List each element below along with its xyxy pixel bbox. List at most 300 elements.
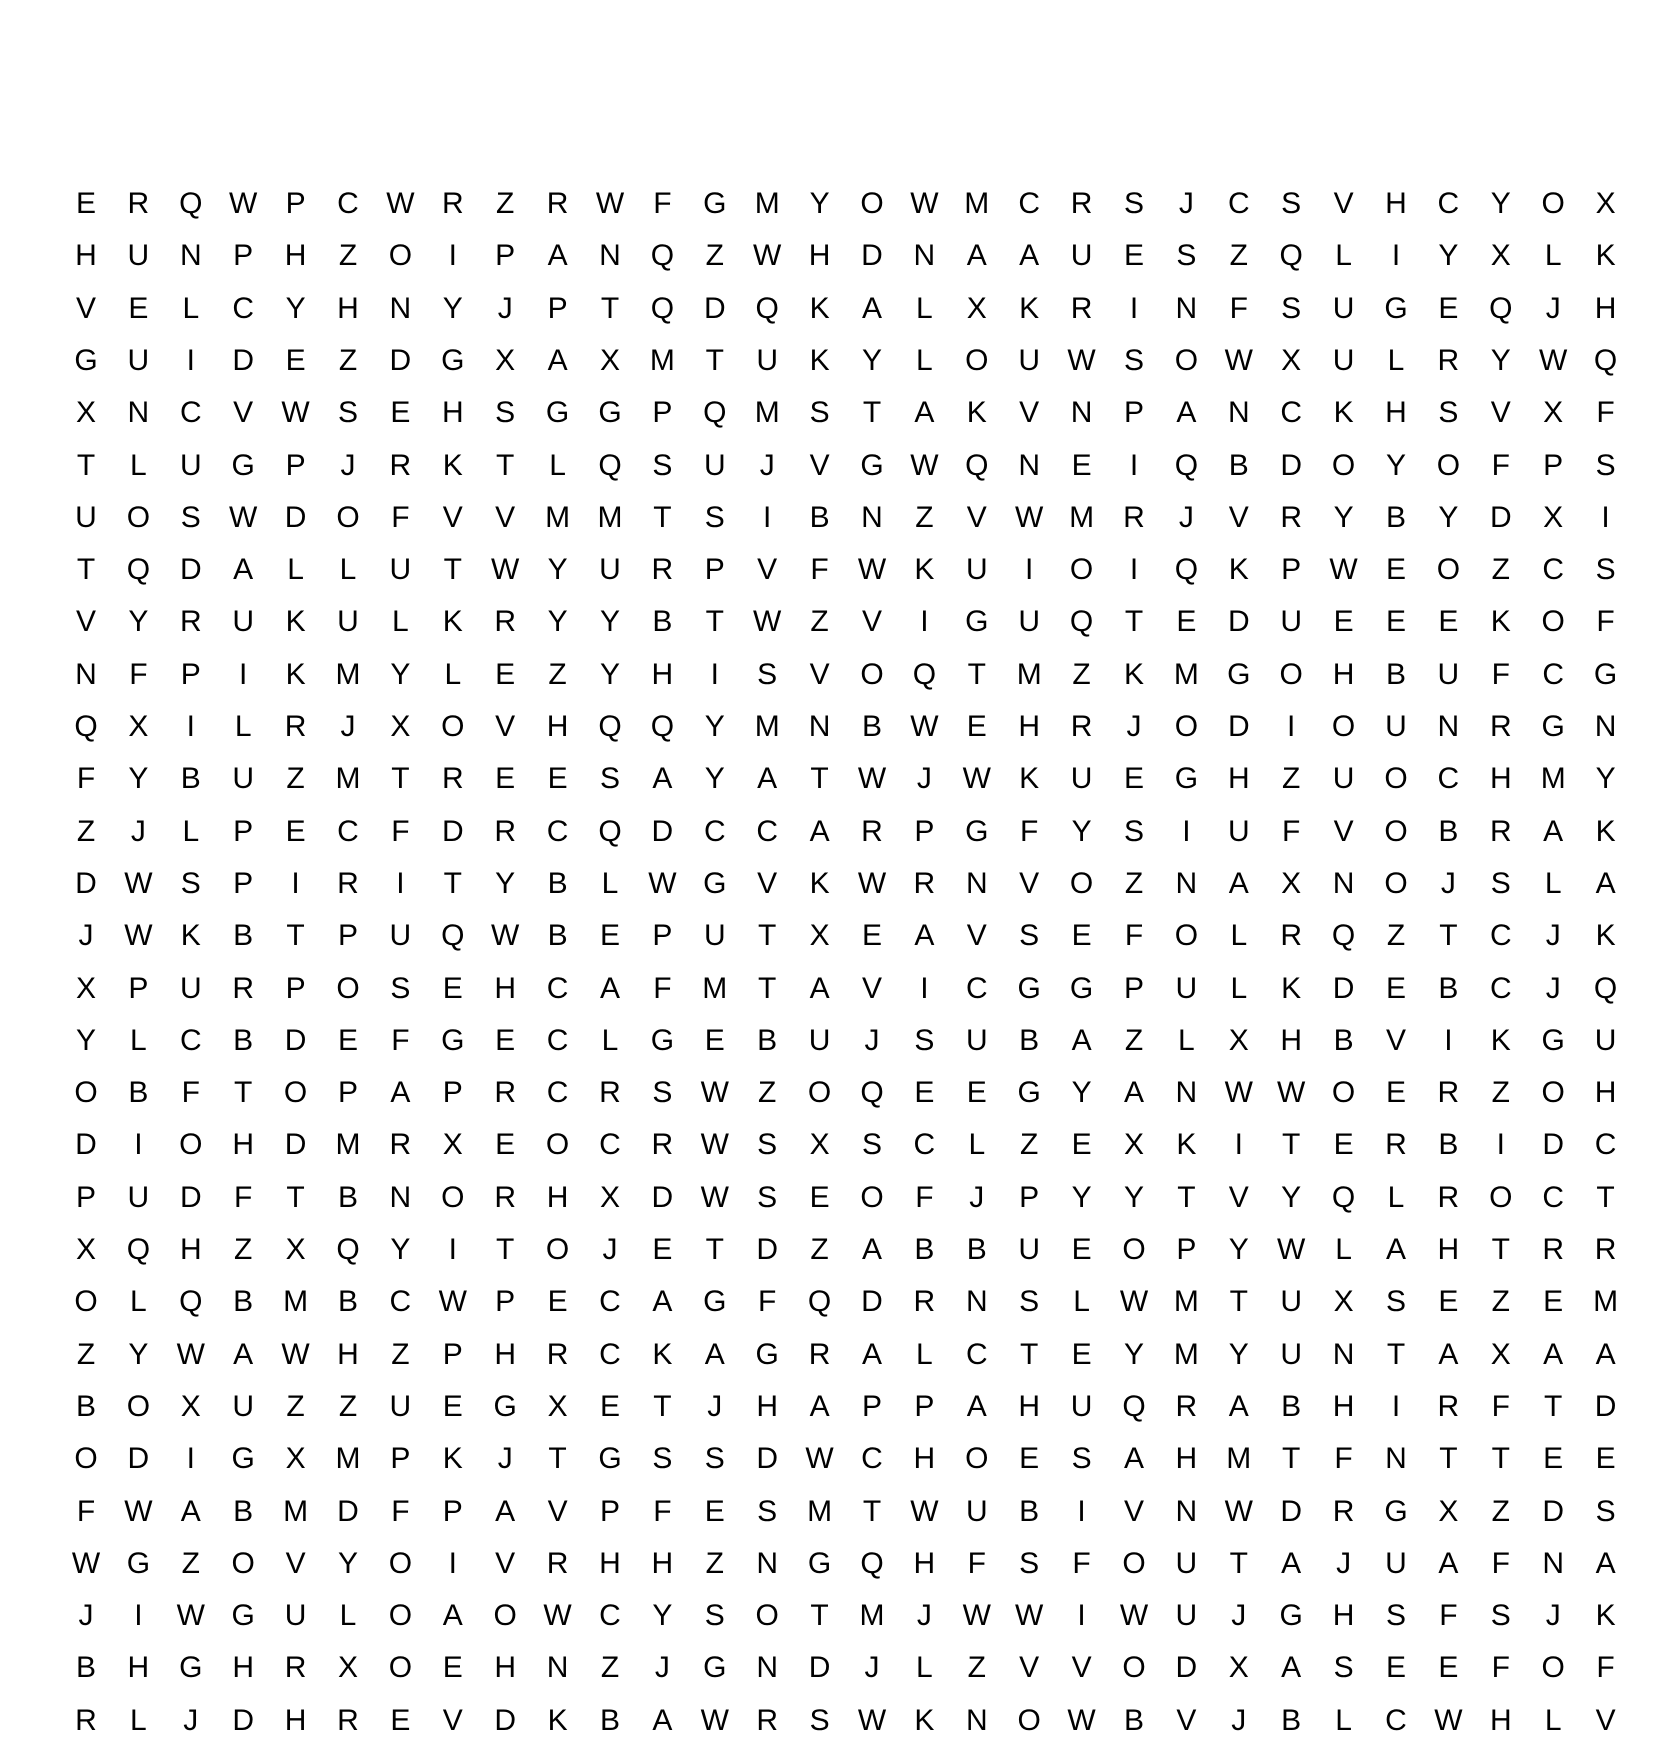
grid-letter[interactable]: X [599, 1180, 620, 1214]
grid-letter[interactable]: S [757, 1494, 778, 1528]
grid-letter[interactable]: T [862, 1494, 882, 1528]
grid-letter[interactable]: J [864, 1651, 880, 1685]
grid-letter[interactable]: T [548, 1442, 567, 1476]
grid-letter[interactable]: G [1279, 1599, 1303, 1633]
grid-letter[interactable]: J [340, 448, 356, 482]
grid-letter[interactable]: H [284, 239, 307, 273]
grid-letter[interactable]: A [1385, 1233, 1406, 1266]
grid-letter[interactable]: C [179, 1023, 202, 1057]
grid-letter[interactable]: E [547, 1285, 568, 1319]
grid-letter[interactable]: N [546, 1651, 569, 1685]
grid-letter[interactable]: W [595, 187, 625, 220]
grid-letter[interactable]: X [1543, 500, 1564, 534]
grid-letter[interactable]: R [1437, 1389, 1460, 1423]
grid-letter[interactable]: Z [1491, 1494, 1510, 1528]
grid-letter[interactable]: G [1384, 1494, 1408, 1528]
grid-letter[interactable]: F [76, 762, 96, 796]
grid-letter[interactable]: W [491, 919, 520, 953]
grid-letter[interactable]: Y [1123, 1337, 1144, 1371]
grid-letter[interactable]: W [281, 396, 310, 430]
grid-letter[interactable]: B [1385, 500, 1406, 534]
grid-letter[interactable]: O [1174, 343, 1199, 377]
grid-letter[interactable]: T [443, 553, 462, 587]
grid-letter[interactable]: G [179, 1651, 203, 1685]
grid-letter[interactable]: T [705, 1233, 724, 1266]
grid-letter[interactable]: F [391, 500, 410, 534]
grid-letter[interactable]: K [547, 1703, 568, 1737]
grid-letter[interactable]: F [181, 1076, 200, 1110]
grid-letter[interactable]: E [1543, 1285, 1564, 1319]
grid-letter[interactable]: M [807, 1494, 833, 1528]
grid-letter[interactable]: Z [496, 187, 515, 220]
grid-letter[interactable]: I [1496, 1128, 1505, 1162]
grid-letter[interactable]: M [335, 762, 361, 796]
grid-letter[interactable]: B [233, 1494, 254, 1528]
grid-letter[interactable]: O [336, 971, 360, 1005]
grid-letter[interactable]: E [861, 919, 882, 953]
grid-letter[interactable]: E [966, 1076, 987, 1110]
grid-letter[interactable]: H [1594, 1076, 1617, 1110]
grid-letter[interactable]: I [1234, 1128, 1243, 1162]
grid-letter[interactable]: D [756, 1233, 779, 1266]
grid-letter[interactable]: F [1229, 291, 1248, 325]
grid-letter[interactable]: O [1384, 762, 1408, 796]
grid-letter[interactable]: H [179, 1233, 202, 1266]
grid-letter[interactable]: E [1385, 605, 1406, 639]
grid-letter[interactable]: F [758, 1285, 777, 1319]
grid-letter[interactable]: I [448, 1546, 457, 1580]
grid-letter[interactable]: L [130, 1285, 147, 1319]
grid-letter[interactable]: B [1019, 1023, 1040, 1057]
grid-letter[interactable]: G [74, 343, 98, 377]
grid-letter[interactable]: R [1070, 291, 1093, 325]
grid-letter[interactable]: F [1334, 1442, 1353, 1476]
grid-letter[interactable]: X [285, 1442, 306, 1476]
grid-letter[interactable]: U [127, 343, 150, 377]
grid-letter[interactable]: S [599, 762, 620, 796]
grid-letter[interactable]: M [545, 500, 571, 534]
grid-letter[interactable]: K [1490, 1023, 1511, 1057]
grid-letter[interactable]: G [807, 1546, 832, 1580]
grid-letter[interactable]: L [1335, 1703, 1352, 1737]
grid-letter[interactable]: S [757, 657, 778, 691]
grid-letter[interactable]: A [1438, 1337, 1459, 1371]
grid-letter[interactable]: Z [967, 1651, 986, 1685]
grid-letter[interactable]: F [1596, 1651, 1615, 1685]
grid-letter[interactable]: G [703, 187, 727, 220]
grid-letter[interactable]: G [231, 1599, 255, 1633]
grid-letter[interactable]: E [599, 1389, 620, 1423]
grid-letter[interactable]: C [1385, 1703, 1407, 1737]
grid-letter[interactable]: U [1018, 605, 1041, 639]
grid-letter[interactable]: C [965, 1337, 988, 1371]
grid-letter[interactable]: U [389, 919, 412, 953]
grid-letter[interactable]: K [1595, 239, 1616, 273]
grid-letter[interactable]: T [758, 919, 777, 953]
grid-letter[interactable]: R [1332, 1494, 1355, 1528]
grid-letter[interactable]: O [388, 1651, 413, 1685]
grid-letter[interactable]: P [1019, 1180, 1040, 1214]
grid-letter[interactable]: H [337, 1337, 359, 1371]
grid-letter[interactable]: J [497, 291, 513, 325]
grid-letter[interactable]: E [966, 710, 987, 743]
grid-letter[interactable]: D [232, 343, 255, 377]
grid-letter[interactable]: W [229, 187, 258, 220]
grid-letter[interactable]: T [1229, 1546, 1248, 1580]
grid-letter[interactable]: Q [1331, 919, 1356, 953]
grid-letter[interactable]: S [1595, 1494, 1616, 1528]
grid-letter[interactable]: X [285, 1233, 306, 1266]
grid-letter[interactable]: B [1281, 1703, 1302, 1737]
grid-letter[interactable]: Z [810, 605, 829, 639]
grid-letter[interactable]: O [1122, 1546, 1146, 1580]
grid-letter[interactable]: Y [704, 710, 725, 743]
grid-letter[interactable]: G [1017, 971, 1041, 1005]
grid-letter[interactable]: Y [1071, 1180, 1092, 1214]
grid-letter[interactable]: W [753, 239, 782, 273]
grid-letter[interactable]: Q [74, 710, 98, 743]
grid-letter[interactable]: F [1491, 1651, 1510, 1685]
grid-letter[interactable]: L [1335, 239, 1352, 273]
grid-letter[interactable]: V [75, 605, 96, 639]
grid-letter[interactable]: Y [547, 605, 568, 639]
grid-letter[interactable]: Y [704, 762, 725, 796]
grid-letter[interactable]: G [1541, 710, 1565, 743]
grid-letter[interactable]: P [914, 1389, 935, 1423]
grid-letter[interactable]: D [389, 343, 412, 377]
grid-letter[interactable]: B [1123, 1703, 1144, 1737]
grid-letter[interactable]: G [703, 1285, 727, 1319]
grid-letter[interactable]: J [916, 1599, 932, 1633]
grid-letter[interactable]: J [759, 448, 775, 482]
grid-letter[interactable]: I [920, 971, 929, 1005]
grid-letter[interactable]: V [495, 710, 516, 743]
grid-letter[interactable]: M [1069, 500, 1095, 534]
grid-letter[interactable]: C [913, 1128, 936, 1162]
grid-letter[interactable]: U [389, 1389, 412, 1423]
grid-letter[interactable]: R [756, 1703, 779, 1737]
grid-letter[interactable]: M [964, 187, 990, 220]
grid-letter[interactable]: F [1596, 396, 1615, 430]
grid-letter[interactable]: M [1173, 1337, 1199, 1371]
grid-letter[interactable]: T [862, 396, 882, 430]
grid-letter[interactable]: A [1595, 1546, 1616, 1580]
grid-letter[interactable]: F [1282, 814, 1301, 848]
grid-letter[interactable]: Q [755, 291, 779, 325]
grid-letter[interactable]: K [1123, 657, 1144, 691]
grid-letter[interactable]: V [1333, 814, 1354, 848]
grid-letter[interactable]: X [1438, 1494, 1459, 1528]
grid-letter[interactable]: N [1437, 710, 1460, 743]
grid-letter[interactable]: A [809, 971, 830, 1005]
grid-letter[interactable]: Y [75, 1023, 96, 1057]
grid-letter[interactable]: H [1385, 187, 1407, 220]
grid-letter[interactable]: Y [861, 343, 882, 377]
grid-letter[interactable]: P [495, 239, 516, 273]
grid-letter[interactable]: A [1438, 1546, 1459, 1580]
grid-letter[interactable]: G [755, 1337, 779, 1371]
grid-letter[interactable]: O [1541, 1076, 1565, 1110]
grid-letter[interactable]: Y [390, 1233, 411, 1266]
grid-letter[interactable]: Q [912, 657, 937, 691]
grid-letter[interactable]: B [1333, 1023, 1354, 1057]
grid-letter[interactable]: H [546, 1180, 569, 1214]
grid-letter[interactable]: Y [1438, 239, 1459, 273]
grid-letter[interactable]: A [390, 1076, 411, 1110]
grid-letter[interactable]: Y [809, 187, 830, 220]
grid-letter[interactable]: F [1596, 605, 1615, 639]
grid-letter[interactable]: C [546, 814, 569, 848]
grid-letter[interactable]: U [703, 919, 726, 953]
grid-letter[interactable]: R [546, 187, 569, 220]
grid-letter[interactable]: B [75, 1651, 96, 1685]
grid-letter[interactable]: C [546, 1023, 569, 1057]
grid-letter[interactable]: Q [1122, 1389, 1146, 1423]
grid-letter[interactable]: F [1020, 814, 1039, 848]
grid-letter[interactable]: C [1018, 187, 1041, 220]
grid-letter[interactable]: U [1018, 343, 1041, 377]
grid-letter[interactable]: D [75, 866, 97, 900]
grid-letter[interactable]: T [234, 1076, 253, 1110]
grid-letter[interactable]: Z [234, 1233, 253, 1266]
grid-letter[interactable]: V [1228, 500, 1249, 534]
grid-letter[interactable]: J [340, 710, 356, 743]
grid-letter[interactable]: R [494, 1180, 517, 1214]
grid-letter[interactable]: W [438, 1285, 467, 1319]
grid-letter[interactable]: U [1280, 1337, 1303, 1371]
grid-letter[interactable]: S [704, 500, 725, 534]
grid-letter[interactable]: B [757, 1023, 778, 1057]
grid-letter[interactable]: A [495, 1494, 516, 1528]
grid-letter[interactable]: W [71, 1546, 101, 1580]
grid-letter[interactable]: D [284, 1023, 307, 1057]
grid-letter[interactable]: Z [181, 1546, 200, 1580]
grid-letter[interactable]: G [965, 605, 989, 639]
grid-letter[interactable]: D [284, 500, 307, 534]
grid-letter[interactable]: T [1439, 919, 1458, 953]
grid-letter[interactable]: P [180, 657, 201, 691]
grid-letter[interactable]: P [1281, 553, 1302, 587]
grid-letter[interactable]: A [861, 1233, 882, 1266]
grid-letter[interactable]: J [864, 1023, 880, 1057]
grid-letter[interactable]: R [599, 1076, 621, 1110]
grid-letter[interactable]: R [1437, 1180, 1460, 1214]
grid-letter[interactable]: O [1489, 1180, 1513, 1214]
grid-letter[interactable]: U [1280, 605, 1303, 639]
grid-letter[interactable]: P [1123, 396, 1144, 430]
grid-letter[interactable]: T [1491, 1442, 1510, 1476]
grid-letter[interactable]: H [1332, 657, 1355, 691]
grid-letter[interactable]: L [1544, 866, 1562, 900]
grid-letter[interactable]: I [1129, 291, 1139, 325]
grid-letter[interactable]: N [1175, 1494, 1198, 1528]
grid-letter[interactable]: S [1123, 814, 1144, 848]
grid-letter[interactable]: O [1122, 1233, 1146, 1266]
grid-letter[interactable]: Y [442, 291, 463, 325]
grid-letter[interactable]: O [1541, 187, 1565, 220]
grid-letter[interactable]: Z [1491, 1076, 1510, 1110]
grid-letter[interactable]: W [1119, 1285, 1149, 1319]
grid-letter[interactable]: X [75, 971, 96, 1005]
grid-letter[interactable]: F [967, 1546, 986, 1580]
grid-letter[interactable]: E [704, 1023, 725, 1057]
grid-letter[interactable]: G [1174, 762, 1199, 796]
grid-letter[interactable]: A [914, 919, 935, 953]
grid-letter[interactable]: H [1332, 1389, 1355, 1423]
grid-letter[interactable]: Z [600, 1651, 620, 1685]
grid-letter[interactable]: S [861, 1128, 882, 1162]
grid-letter[interactable]: C [599, 1285, 621, 1319]
grid-letter[interactable]: I [291, 866, 300, 900]
grid-letter[interactable]: O [1384, 814, 1408, 848]
grid-letter[interactable]: P [599, 1494, 620, 1528]
grid-letter[interactable]: K [809, 866, 830, 900]
grid-letter[interactable]: A [1281, 1651, 1302, 1685]
grid-letter[interactable]: B [914, 1233, 935, 1266]
grid-letter[interactable]: R [337, 866, 359, 900]
grid-letter[interactable]: L [601, 1023, 619, 1057]
grid-letter[interactable]: L [1544, 1703, 1562, 1737]
grid-letter[interactable]: G [703, 1651, 727, 1685]
grid-letter[interactable]: Z [915, 500, 934, 534]
grid-letter[interactable]: L [1178, 1023, 1195, 1057]
grid-letter[interactable]: U [1018, 1233, 1041, 1266]
grid-letter[interactable]: G [231, 1442, 255, 1476]
grid-letter[interactable]: T [1177, 1180, 1196, 1214]
grid-letter[interactable]: T [286, 919, 305, 953]
grid-letter[interactable]: A [1595, 866, 1616, 900]
grid-letter[interactable]: X [495, 343, 516, 377]
grid-letter[interactable]: D [1542, 1494, 1565, 1528]
grid-letter[interactable]: O [126, 500, 151, 534]
grid-letter[interactable]: R [1280, 919, 1303, 953]
grid-letter[interactable]: G [1593, 657, 1618, 691]
grid-letter[interactable]: E [1595, 1442, 1616, 1476]
grid-letter[interactable]: Z [548, 657, 567, 691]
grid-letter[interactable]: O [1069, 553, 1094, 587]
grid-letter[interactable]: G [965, 814, 989, 848]
grid-letter[interactable]: P [1176, 1233, 1197, 1266]
grid-letter[interactable]: Q [1069, 605, 1094, 639]
grid-letter[interactable]: R [389, 448, 412, 482]
grid-letter[interactable]: Y [1385, 448, 1406, 482]
grid-letter[interactable]: X [1333, 1285, 1354, 1319]
grid-letter[interactable]: V [233, 396, 254, 430]
grid-letter[interactable]: E [442, 971, 463, 1005]
grid-letter[interactable]: Z [705, 1546, 724, 1580]
grid-letter[interactable]: O [388, 1599, 413, 1633]
grid-letter[interactable]: D [1542, 1128, 1565, 1162]
grid-letter[interactable]: A [547, 239, 568, 273]
grid-letter[interactable]: R [1489, 814, 1512, 848]
grid-letter[interactable]: R [913, 1285, 936, 1319]
grid-letter[interactable]: P [233, 814, 254, 848]
grid-letter[interactable]: K [809, 343, 830, 377]
grid-letter[interactable]: S [180, 866, 201, 900]
grid-letter[interactable]: L [1387, 343, 1405, 377]
grid-letter[interactable]: H [75, 239, 97, 273]
grid-letter[interactable]: E [390, 396, 411, 430]
grid-letter[interactable]: N [965, 866, 988, 900]
grid-letter[interactable]: S [1281, 291, 1302, 325]
grid-letter[interactable]: Q [1279, 239, 1303, 273]
grid-letter[interactable]: H [913, 1546, 936, 1580]
grid-letter[interactable]: W [700, 1076, 729, 1110]
grid-letter[interactable]: O [74, 1076, 98, 1110]
grid-letter[interactable]: B [966, 1233, 987, 1266]
grid-letter[interactable]: E [1438, 1285, 1459, 1319]
grid-letter[interactable]: V [861, 971, 882, 1005]
grid-letter[interactable]: E [1123, 762, 1144, 796]
grid-letter[interactable]: E [599, 919, 620, 953]
grid-letter[interactable]: Q [179, 187, 203, 220]
grid-letter[interactable]: W [700, 1128, 729, 1162]
grid-letter[interactable]: L [1335, 1233, 1352, 1266]
grid-letter[interactable]: E [1071, 1233, 1092, 1266]
grid-letter[interactable]: P [442, 1076, 463, 1110]
grid-letter[interactable]: N [1332, 866, 1355, 900]
grid-letter[interactable]: I [1182, 814, 1191, 848]
grid-letter[interactable]: Y [337, 1546, 358, 1580]
grid-letter[interactable]: A [1019, 239, 1040, 273]
grid-letter[interactable]: K [1490, 605, 1511, 639]
grid-letter[interactable]: J [1178, 500, 1194, 534]
grid-letter[interactable]: Q [703, 396, 727, 430]
grid-letter[interactable]: C [861, 1442, 883, 1476]
grid-letter[interactable]: P [1543, 448, 1564, 482]
grid-letter[interactable]: N [127, 396, 150, 430]
grid-letter[interactable]: O [1174, 710, 1199, 743]
grid-letter[interactable]: N [389, 291, 412, 325]
grid-letter[interactable]: W [281, 1337, 310, 1371]
grid-letter[interactable]: Z [76, 814, 96, 848]
grid-letter[interactable]: M [754, 187, 780, 220]
grid-letter[interactable]: V [495, 1546, 516, 1580]
grid-letter[interactable]: U [1070, 239, 1093, 273]
grid-letter[interactable]: C [1280, 396, 1303, 430]
grid-letter[interactable]: Q [807, 1285, 832, 1319]
grid-letter[interactable]: C [546, 1076, 569, 1110]
grid-letter[interactable]: D [1489, 500, 1512, 534]
grid-letter[interactable]: U [75, 500, 97, 534]
grid-letter[interactable]: J [497, 1442, 513, 1476]
grid-letter[interactable]: W [910, 187, 939, 220]
grid-letter[interactable]: X [390, 710, 411, 743]
grid-letter[interactable]: M [1016, 657, 1042, 691]
grid-letter[interactable]: T [1124, 605, 1144, 639]
grid-letter[interactable]: U [703, 448, 726, 482]
grid-letter[interactable]: P [233, 239, 254, 273]
grid-letter[interactable]: W [1015, 1599, 1044, 1633]
grid-letter[interactable]: O [388, 1546, 413, 1580]
grid-letter[interactable]: U [284, 1599, 307, 1633]
grid-letter[interactable]: I [239, 657, 248, 691]
grid-letter[interactable]: V [442, 500, 463, 534]
grid-letter[interactable]: Q [1174, 553, 1199, 587]
grid-letter[interactable]: H [1280, 1023, 1303, 1057]
grid-letter[interactable]: R [232, 971, 255, 1005]
grid-letter[interactable]: C [1542, 657, 1565, 691]
grid-letter[interactable]: C [337, 814, 359, 848]
grid-letter[interactable]: H [756, 1389, 779, 1423]
grid-letter[interactable]: O [860, 187, 884, 220]
grid-letter[interactable]: T [1282, 1128, 1301, 1162]
grid-letter[interactable]: L [1230, 919, 1248, 953]
grid-letter[interactable]: L [234, 710, 252, 743]
grid-letter[interactable]: O [1069, 866, 1094, 900]
grid-letter[interactable]: E [1019, 1442, 1040, 1476]
grid-letter[interactable]: N [599, 239, 621, 273]
